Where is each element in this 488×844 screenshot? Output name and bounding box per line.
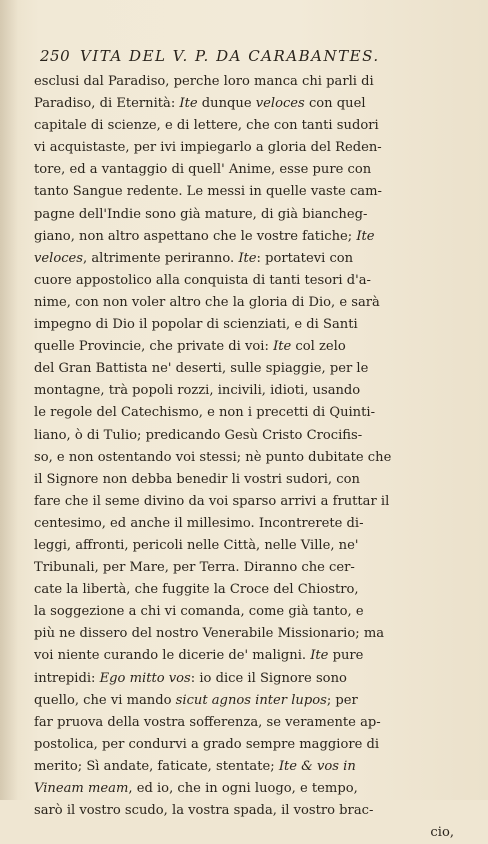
text-line xyxy=(34,491,460,513)
text-line xyxy=(34,204,460,226)
text-run: sarò il vostro scudo, la vostra spada, il vostro brac- xyxy=(34,803,374,819)
italic-text: sicut agnos inter lupos xyxy=(175,692,327,708)
page-number: 250 xyxy=(40,47,71,65)
text-run: dunque xyxy=(197,96,256,112)
text-line xyxy=(34,513,460,535)
text-line xyxy=(34,778,460,800)
italic-text: Vineam meam xyxy=(34,781,129,796)
text-run: pagne dell'Indie sono già mature, di già biancheg- xyxy=(34,206,368,222)
text-line xyxy=(34,623,460,645)
text-line xyxy=(34,535,460,557)
italic-text: Ego mitto vos xyxy=(99,670,191,686)
text-run: con quel xyxy=(304,96,366,112)
italic-text: Ite xyxy=(273,339,292,355)
gutter-shadow xyxy=(0,0,18,800)
text-run: vi acquistaste, per ivi impiegarlo a gloria del Reden- xyxy=(34,140,382,156)
text-run: esclusi dal Paradiso, perche loro manca chi parli di xyxy=(34,74,374,89)
text-run: Paradiso, di Eternità: xyxy=(34,96,180,112)
text-run: del Gran Battista ne' deserti, sulle spiaggie, per le xyxy=(34,361,369,377)
text-run: più ne dissero del nostro Venerabile Missionario; ma xyxy=(34,626,385,642)
text-line xyxy=(34,822,460,844)
text-run: cio, xyxy=(430,825,454,841)
text-run: : portatevi con xyxy=(256,250,354,266)
running-head: VITA DEL V. P. DA CARABANTES. xyxy=(80,47,380,65)
italic-text: Ite & vos in xyxy=(278,758,356,774)
text-run: Tribunali, per Mare, per Terra. Diranno che cer- xyxy=(34,560,355,576)
text-run: liano, ò di Tulio; predicando Gesù Cristo Crocifis- xyxy=(34,427,363,443)
italic-text: Ite xyxy=(238,250,257,266)
text-line xyxy=(34,226,460,248)
text-run: cuore appostolico alla conquista di tanti tesori d'a- xyxy=(34,272,371,288)
text-line xyxy=(34,358,460,380)
italic-text: veloces xyxy=(255,96,305,112)
text-line xyxy=(34,137,460,159)
text-line xyxy=(34,601,460,623)
text-run: impegno di Dio il popolar di scienziati, e di Santi xyxy=(34,317,358,333)
text-run: capitale di scienze, e di lettere, che con tanti sudori xyxy=(34,118,379,134)
text-line xyxy=(34,668,460,690)
text-line xyxy=(34,159,460,181)
text-run: pure xyxy=(328,648,364,664)
text-line xyxy=(34,734,460,756)
text-run: le regole del Catechismo, e non i precetti di Quinti- xyxy=(34,405,375,421)
text-line xyxy=(34,402,460,424)
text-line xyxy=(34,800,460,822)
text-line xyxy=(34,425,460,447)
text-run: tanto Sangue redente. Le messi in quelle vaste cam- xyxy=(34,184,382,200)
text-run: leggi, affronti, pericoli nelle Città, nelle Ville, ne' xyxy=(34,537,359,553)
text-run: merito; Sì andate, faticate, stentate; xyxy=(34,758,279,774)
italic-text: Ite xyxy=(179,96,198,112)
text-line xyxy=(34,314,460,336)
italic-text: Ite xyxy=(356,228,375,244)
text-run: montagne, trà popoli rozzi, incivili, idioti, usando xyxy=(34,383,361,399)
text-run: so, e non ostentando voi stessi; nè punto dubitate che xyxy=(34,449,392,465)
text-line xyxy=(34,270,460,292)
text-line xyxy=(34,469,460,491)
text-line xyxy=(34,248,460,270)
text-run: , altrimente periranno. xyxy=(83,250,239,266)
text-run: giano, non altro aspettano che le vostre fatiche; xyxy=(34,228,357,244)
text-run: quello, che vi mando xyxy=(34,692,176,708)
text-run: intrepidi: xyxy=(34,670,100,686)
text-run: quelle Provincie, che private di voi: xyxy=(34,339,274,355)
text-run: il Signore non debba benedir li vostri sudori, con xyxy=(34,471,360,487)
body-text xyxy=(34,71,460,844)
text-run: voi niente curando le dicerie de' maligni. xyxy=(34,648,311,664)
text-line xyxy=(34,447,460,469)
text-line xyxy=(34,645,460,667)
text-run: tore, ed a vantaggio di quell' Anime, esse pure con xyxy=(34,162,372,178)
text-line xyxy=(34,712,460,734)
page-header xyxy=(40,47,460,69)
text-line xyxy=(34,690,460,712)
italic-text: veloces xyxy=(34,250,84,266)
text-line xyxy=(34,380,460,402)
text-run: nime, con non voler altro che la gloria di Dio, e sarà xyxy=(34,294,380,310)
text-run: col zelo xyxy=(291,339,346,355)
text-run: ; per xyxy=(326,692,358,708)
text-line xyxy=(34,181,460,203)
text-run: , ed io, che in ogni luogo, e tempo, xyxy=(128,781,358,796)
text-line xyxy=(34,336,460,358)
text-line xyxy=(34,557,460,579)
text-line xyxy=(34,292,460,314)
text-run: centesimo, ed anche il millesimo. Incontrerete di- xyxy=(34,515,364,531)
text-run: la soggezione a chi vi comanda, come già tanto, e xyxy=(34,604,364,620)
text-line xyxy=(34,115,460,137)
italic-text: Ite xyxy=(310,648,329,664)
text-run: : io dice il Signore sono xyxy=(190,670,347,686)
text-run: fare che il seme divino da voi sparso arrivi a fruttar il xyxy=(34,493,390,509)
text-line xyxy=(34,579,460,601)
text-line xyxy=(34,71,460,93)
text-run: postolica, per condurvi a grado sempre maggiore di xyxy=(34,736,380,752)
text-run: cate la libertà, che fuggite la Croce del Chiostro, xyxy=(34,582,359,598)
text-run: far pruova della vostra sofferenza, se veramente ap- xyxy=(34,714,381,730)
text-line xyxy=(34,756,460,778)
text-line xyxy=(34,93,460,115)
